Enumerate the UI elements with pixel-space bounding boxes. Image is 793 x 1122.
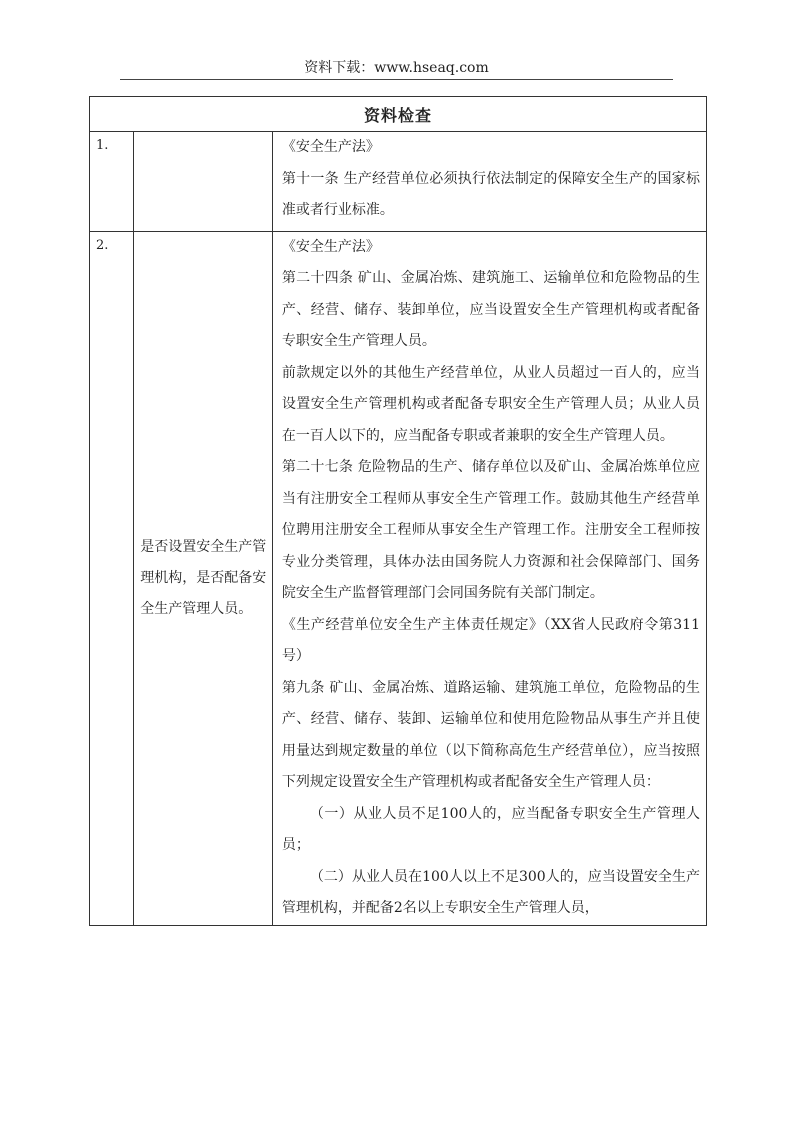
row-number: 1. <box>90 132 134 232</box>
row-number: 2. <box>90 231 134 925</box>
regulation-text <box>272 231 706 925</box>
paragraph: 《生产经营单位安全生产主体责任规定》（XX省人民政府令第311号） <box>281 616 700 664</box>
regulation-text <box>272 132 706 232</box>
paragraph: 前款规定以外的其他生产经营单位，从业人员超过一百人的，应当设置安全生产管理机构或者配备专职安全生产管理人员；从业人员在一百人以下的，应当配备专职或者兼职的安全生产管理人员。 <box>281 364 700 444</box>
paragraph: （一）从业人员不足100人的，应当配备专职安全生产管理人员； <box>281 805 700 853</box>
table-row <box>90 231 707 925</box>
paragraph: 《安全生产法》 <box>281 139 380 155</box>
header-divider <box>120 79 673 80</box>
check-item: 是否设置安全生产管理机构，是否配备安全生产管理人员。 <box>134 231 273 925</box>
table-title: 资料检查 <box>90 97 707 132</box>
table-row <box>90 132 707 232</box>
paragraph: 第二十七条 危险物品的生产、储存单位以及矿山、金属冶炼单位应当有注册安全工程师从事安全生产管理工作。鼓励其他生产经营单位聘用注册安全工程师从事安全生产管理工作。注册安全工程师按专业分类管理，具体办法由国务院人力资源和社会保障部门、国务院安全生产监督管理部门会同国务院有关部门制定。 <box>281 459 700 601</box>
check-item <box>134 132 273 232</box>
paragraph: 《安全生产法》 <box>281 238 380 255</box>
page-header: 资料下载：www.hseaq.com <box>304 60 489 76</box>
paragraph: （二）从业人员在100人以上不足300人的，应当设置安全生产管理机构，并配备2名以上专职安全生产管理人员， <box>281 868 700 916</box>
paragraph: 第二十四条 矿山、金属冶炼、建筑施工、运输单位和危险物品的生产、经营、储存、装卸单位，应当设置安全生产管理机构或者配备专职安全生产管理人员。 <box>281 270 700 349</box>
paragraph: 第十一条 生产经营单位必须执行依法制定的保障安全生产的国家标准或者行业标准。 <box>281 170 700 218</box>
inspection-table <box>89 96 707 926</box>
paragraph: 第九条 矿山、金属冶炼、道路运输、建筑施工单位，危险物品的生产、经营、储存、装卸、运输单位和使用危险物品从事生产并且使用量达到规定数量的单位（以下简称高危生产经营单位），应当按照下列规定设置安全生产管理机构或者配备安全生产管理人员： <box>281 679 700 790</box>
